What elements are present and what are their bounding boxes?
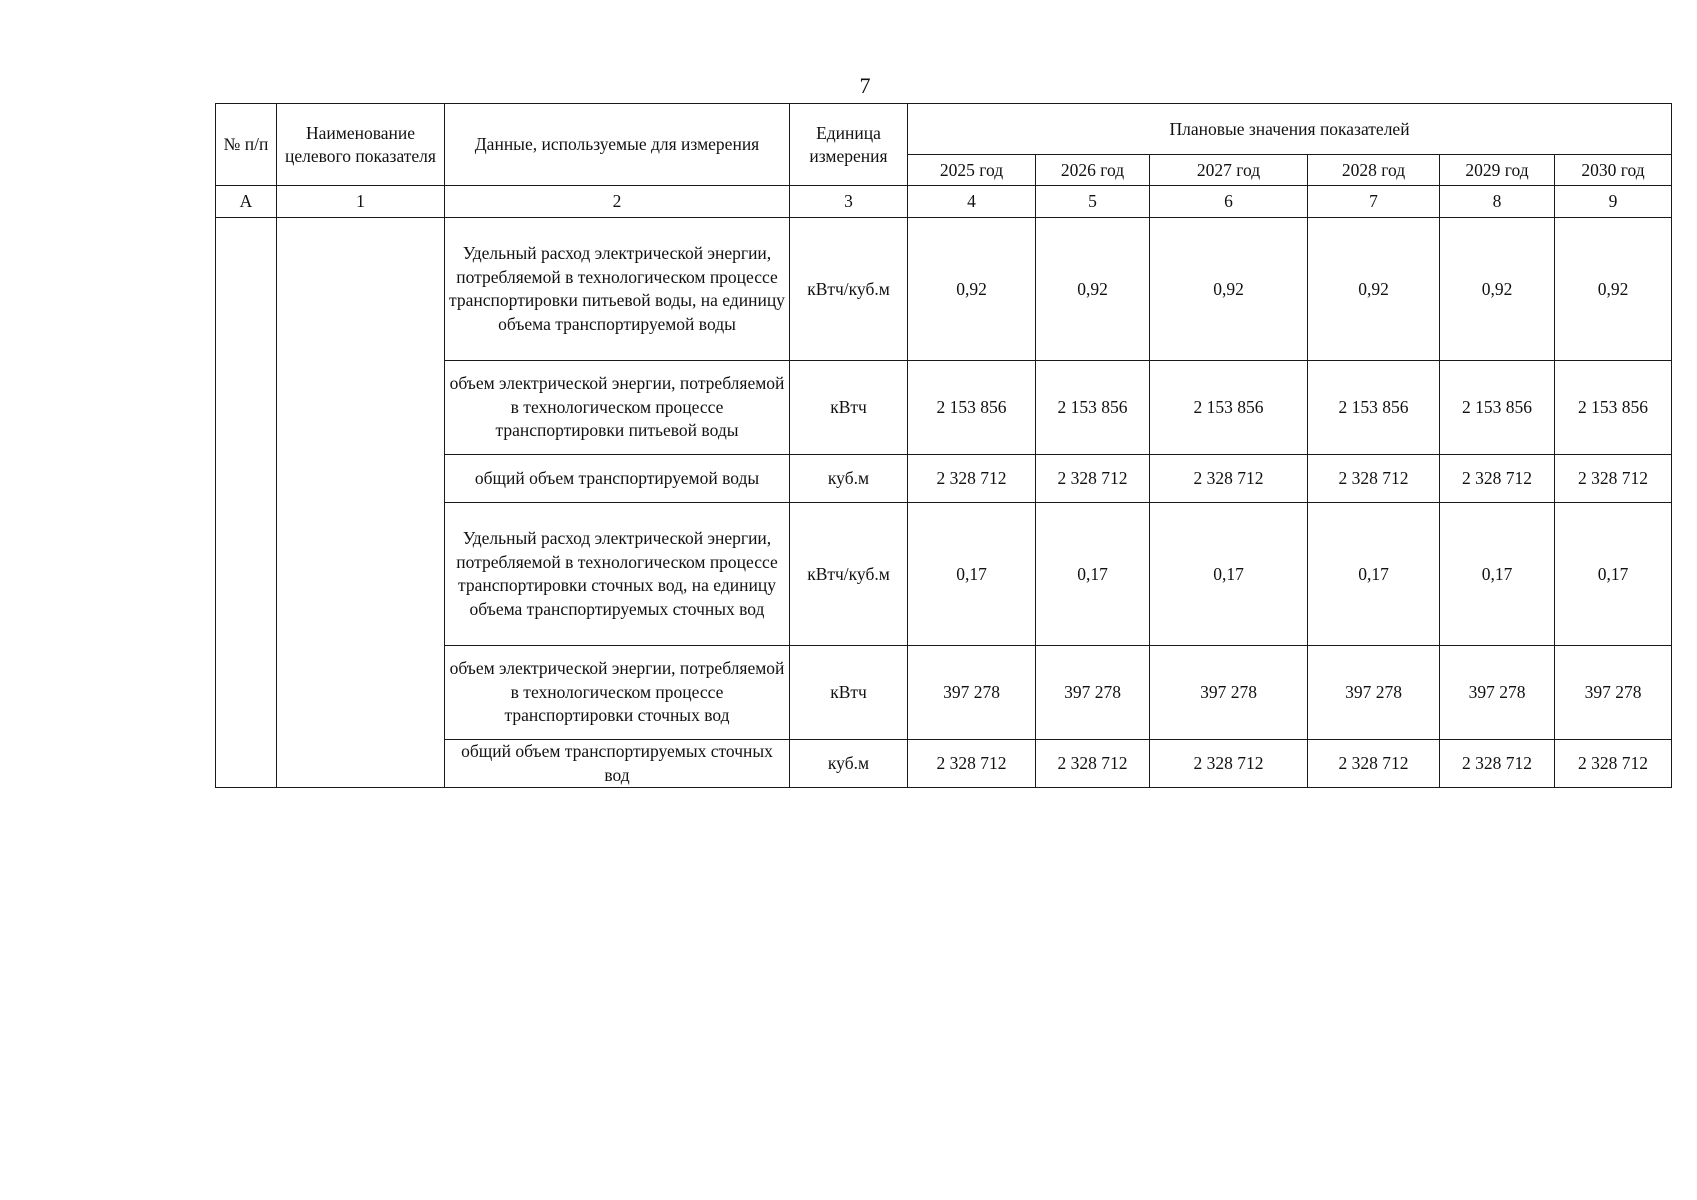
value-cell: 0,92	[1308, 218, 1440, 361]
header-year: 2028 год	[1308, 155, 1440, 186]
unit-cell: кВтч/куб.м	[790, 503, 908, 646]
num-cell	[216, 218, 277, 788]
value-cell: 397 278	[1555, 646, 1672, 740]
indicator-name-cell	[277, 218, 445, 788]
header-plan: Плановые значения показателей	[908, 104, 1672, 155]
value-cell: 2 153 856	[1555, 361, 1672, 455]
index-cell: А	[216, 186, 277, 218]
index-cell: 8	[1440, 186, 1555, 218]
value-cell: 397 278	[1440, 646, 1555, 740]
header-year: 2029 год	[1440, 155, 1555, 186]
description-cell: общий объем транспортируемых сточных вод	[445, 740, 790, 788]
unit-cell: куб.м	[790, 455, 908, 503]
target-indicators-table	[215, 103, 1672, 788]
description-cell: Удельный расход электрической энергии, потребляемой в технологическом процессе транспортировки сточных вод, на единицу объема транспортируемых сточных вод	[445, 503, 790, 646]
value-cell: 397 278	[1150, 646, 1308, 740]
value-cell: 2 328 712	[1150, 455, 1308, 503]
value-cell: 2 328 712	[1308, 740, 1440, 788]
value-cell: 397 278	[908, 646, 1036, 740]
header-num: № п/п	[216, 104, 277, 186]
index-cell: 1	[277, 186, 445, 218]
value-cell: 2 328 712	[1308, 455, 1440, 503]
unit-cell: кВтч	[790, 361, 908, 455]
value-cell: 0,17	[1555, 503, 1672, 646]
value-cell: 0,17	[1308, 503, 1440, 646]
header-year: 2025 год	[908, 155, 1036, 186]
header-unit: Единица измерения	[790, 104, 908, 186]
description-cell: Удельный расход электрической энергии, потребляемой в технологическом процессе транспортировки питьевой воды, на единицу объема транспортируемой воды	[445, 218, 790, 361]
value-cell: 0,92	[1555, 218, 1672, 361]
value-cell: 2 153 856	[908, 361, 1036, 455]
value-cell: 0,17	[1440, 503, 1555, 646]
unit-cell: кВтч	[790, 646, 908, 740]
value-cell: 2 328 712	[1555, 740, 1672, 788]
value-cell: 2 328 712	[1036, 740, 1150, 788]
value-cell: 0,17	[1036, 503, 1150, 646]
value-cell: 0,92	[1150, 218, 1308, 361]
value-cell: 2 328 712	[1150, 740, 1308, 788]
value-cell: 0,17	[1150, 503, 1308, 646]
header-year: 2030 год	[1555, 155, 1672, 186]
index-cell: 4	[908, 186, 1036, 218]
index-row	[216, 186, 1672, 218]
unit-cell: кВтч/куб.м	[790, 218, 908, 361]
value-cell: 2 328 712	[1440, 740, 1555, 788]
value-cell: 2 328 712	[1036, 455, 1150, 503]
value-cell: 397 278	[1036, 646, 1150, 740]
value-cell: 0,17	[908, 503, 1036, 646]
value-cell: 2 153 856	[1036, 361, 1150, 455]
header-data: Данные, используемые для измерения	[445, 104, 790, 186]
value-cell: 2 328 712	[1440, 455, 1555, 503]
value-cell: 2 328 712	[1555, 455, 1672, 503]
value-cell: 2 153 856	[1440, 361, 1555, 455]
value-cell: 2 328 712	[908, 455, 1036, 503]
value-cell: 0,92	[1440, 218, 1555, 361]
header-year: 2027 год	[1150, 155, 1308, 186]
header-year: 2026 год	[1036, 155, 1150, 186]
value-cell: 0,92	[908, 218, 1036, 361]
index-cell: 9	[1555, 186, 1672, 218]
index-cell: 5	[1036, 186, 1150, 218]
value-cell: 0,92	[1036, 218, 1150, 361]
index-cell: 6	[1150, 186, 1308, 218]
value-cell: 2 328 712	[908, 740, 1036, 788]
value-cell: 397 278	[1308, 646, 1440, 740]
table-row	[216, 218, 1672, 361]
unit-cell: куб.м	[790, 740, 908, 788]
value-cell: 2 153 856	[1150, 361, 1308, 455]
page-number: 7	[859, 73, 871, 98]
description-cell: объем электрической энергии, потребляемой в технологическом процессе транспортировки питьевой воды	[445, 361, 790, 455]
index-cell: 7	[1308, 186, 1440, 218]
header-name: Наименование целевого показателя	[277, 104, 445, 186]
header-row	[216, 104, 1672, 155]
value-cell: 2 153 856	[1308, 361, 1440, 455]
index-cell: 2	[445, 186, 790, 218]
description-cell: объем электрической энергии, потребляемой в технологическом процессе транспортировки сточных вод	[445, 646, 790, 740]
index-cell: 3	[790, 186, 908, 218]
description-cell: общий объем транспортируемой воды	[445, 455, 790, 503]
